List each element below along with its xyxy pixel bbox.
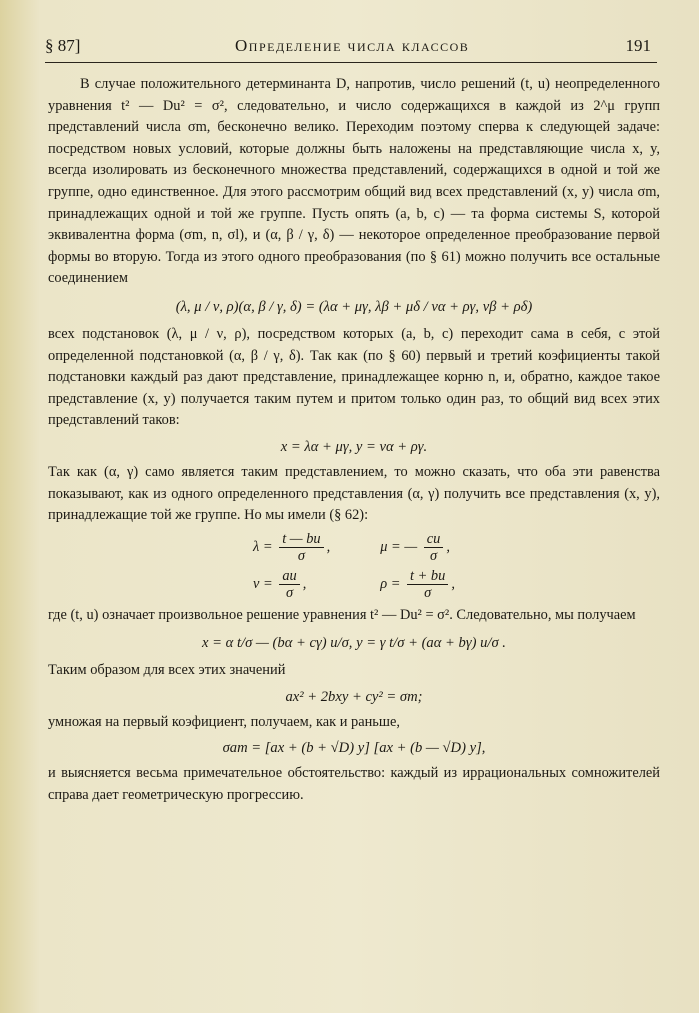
page-header	[45, 32, 657, 63]
paragraph-4: где (t, u) означает произвольное решение уравнения t² — Du² = σ². Следовательно, мы получаем	[48, 606, 636, 623]
page-body	[48, 74, 660, 807]
paragraph-1: В случае положительного детерминанта D, напротив, число решений (t, u) неопределенного уравнения t² — Du² = σ², следовательно, и число содержащихся в каждой из 2^μ групп представлений числа σm, бесконечно велико. Переходим поэтому сперва к следующей задаче: посредством новых условий, которые должны быть наложены на представляющие числа x, y, всегда изолировать из бесконечного множества представлений, содержащихся в одной и той же группе, одно единственное. Для этого рассмотрим общий вид всех представлений (x, y) числа σm, принадлежащих одной и той же группе. Пусть опять (a, b, c) — та форма системы S, которой эквивалентна форма (σm, n, σl), и (α, β / γ, δ) — некоторое определенное преобразование первой формы во вторую. Тогда из этого одного преобразования (по § 61) можно получить все остальные соединением	[48, 76, 660, 287]
equation-x-y: x = α t/σ — (bα + cγ) u/σ, y = γ t/σ + (aα + bγ) u/σ .	[202, 635, 506, 652]
mu-formula: μ = — $\frac{cu}{\sigma}$ ,	[380, 530, 450, 564]
equation-factorization: σam = [ax + (b + √D) y] [ax + (b — √D) y],	[222, 740, 486, 757]
equation-quadratic-form: ax² + 2bxy + cy² = σm;	[285, 688, 423, 705]
section-mark: § 87]	[45, 36, 81, 55]
page-number: 191	[625, 36, 651, 55]
lambda-formula: λ = $\frac{t — bu}{\sigma}$ ,	[253, 530, 331, 564]
paragraph-5: Таким образом для всех этих значений	[48, 662, 286, 679]
paragraph-7: и выясняется весьма примечательное обстоятельство: каждый из иррациональных сомножителей справа дает геометрическую прогрессию.	[48, 765, 660, 804]
equation-lambda-mu-nu-rho	[48, 531, 660, 601]
equation-general-representation: x = λα + μγ, y = να + ργ.	[280, 438, 428, 455]
nu-formula: ν = $\frac{au}{\sigma}$ ,	[253, 567, 307, 601]
running-title: Определение числа классов	[235, 36, 470, 55]
rho-formula: ρ = $\frac{t + bu}{\sigma}$ ,	[380, 567, 455, 601]
paragraph-6: умножая на первый коэфициент, получаем, как и раньше,	[48, 713, 400, 730]
paragraph-2: всех подстановок (λ, μ / ν, ρ), посредством которых (a, b, c) переходит сама в себя, с этой определенной подстановкой (α, β / γ, δ). Так как (по § 60) первый и третий коэфициенты такой подстановки каждый раз дают представление, принадлежащее корню n, и, обратно, каждое такое представление (x, y) получается таким путем и притом только один раз, то общий вид всех этих представлений таков:	[48, 325, 660, 429]
equation-substitution-product: (λ, μ / ν, ρ)(α, β / γ, δ) = (λα + μγ, λβ + μδ / να + ργ, νβ + ρδ)	[175, 298, 533, 315]
paragraph-3: Так как (α, γ) само является таким представлением, то можно сказать, что оба эти равенства показывают, как из одного определенного представления (α, γ) получить все представления (x, y), принадлежащие той же группе. Но мы имели (§ 62):	[48, 463, 660, 524]
